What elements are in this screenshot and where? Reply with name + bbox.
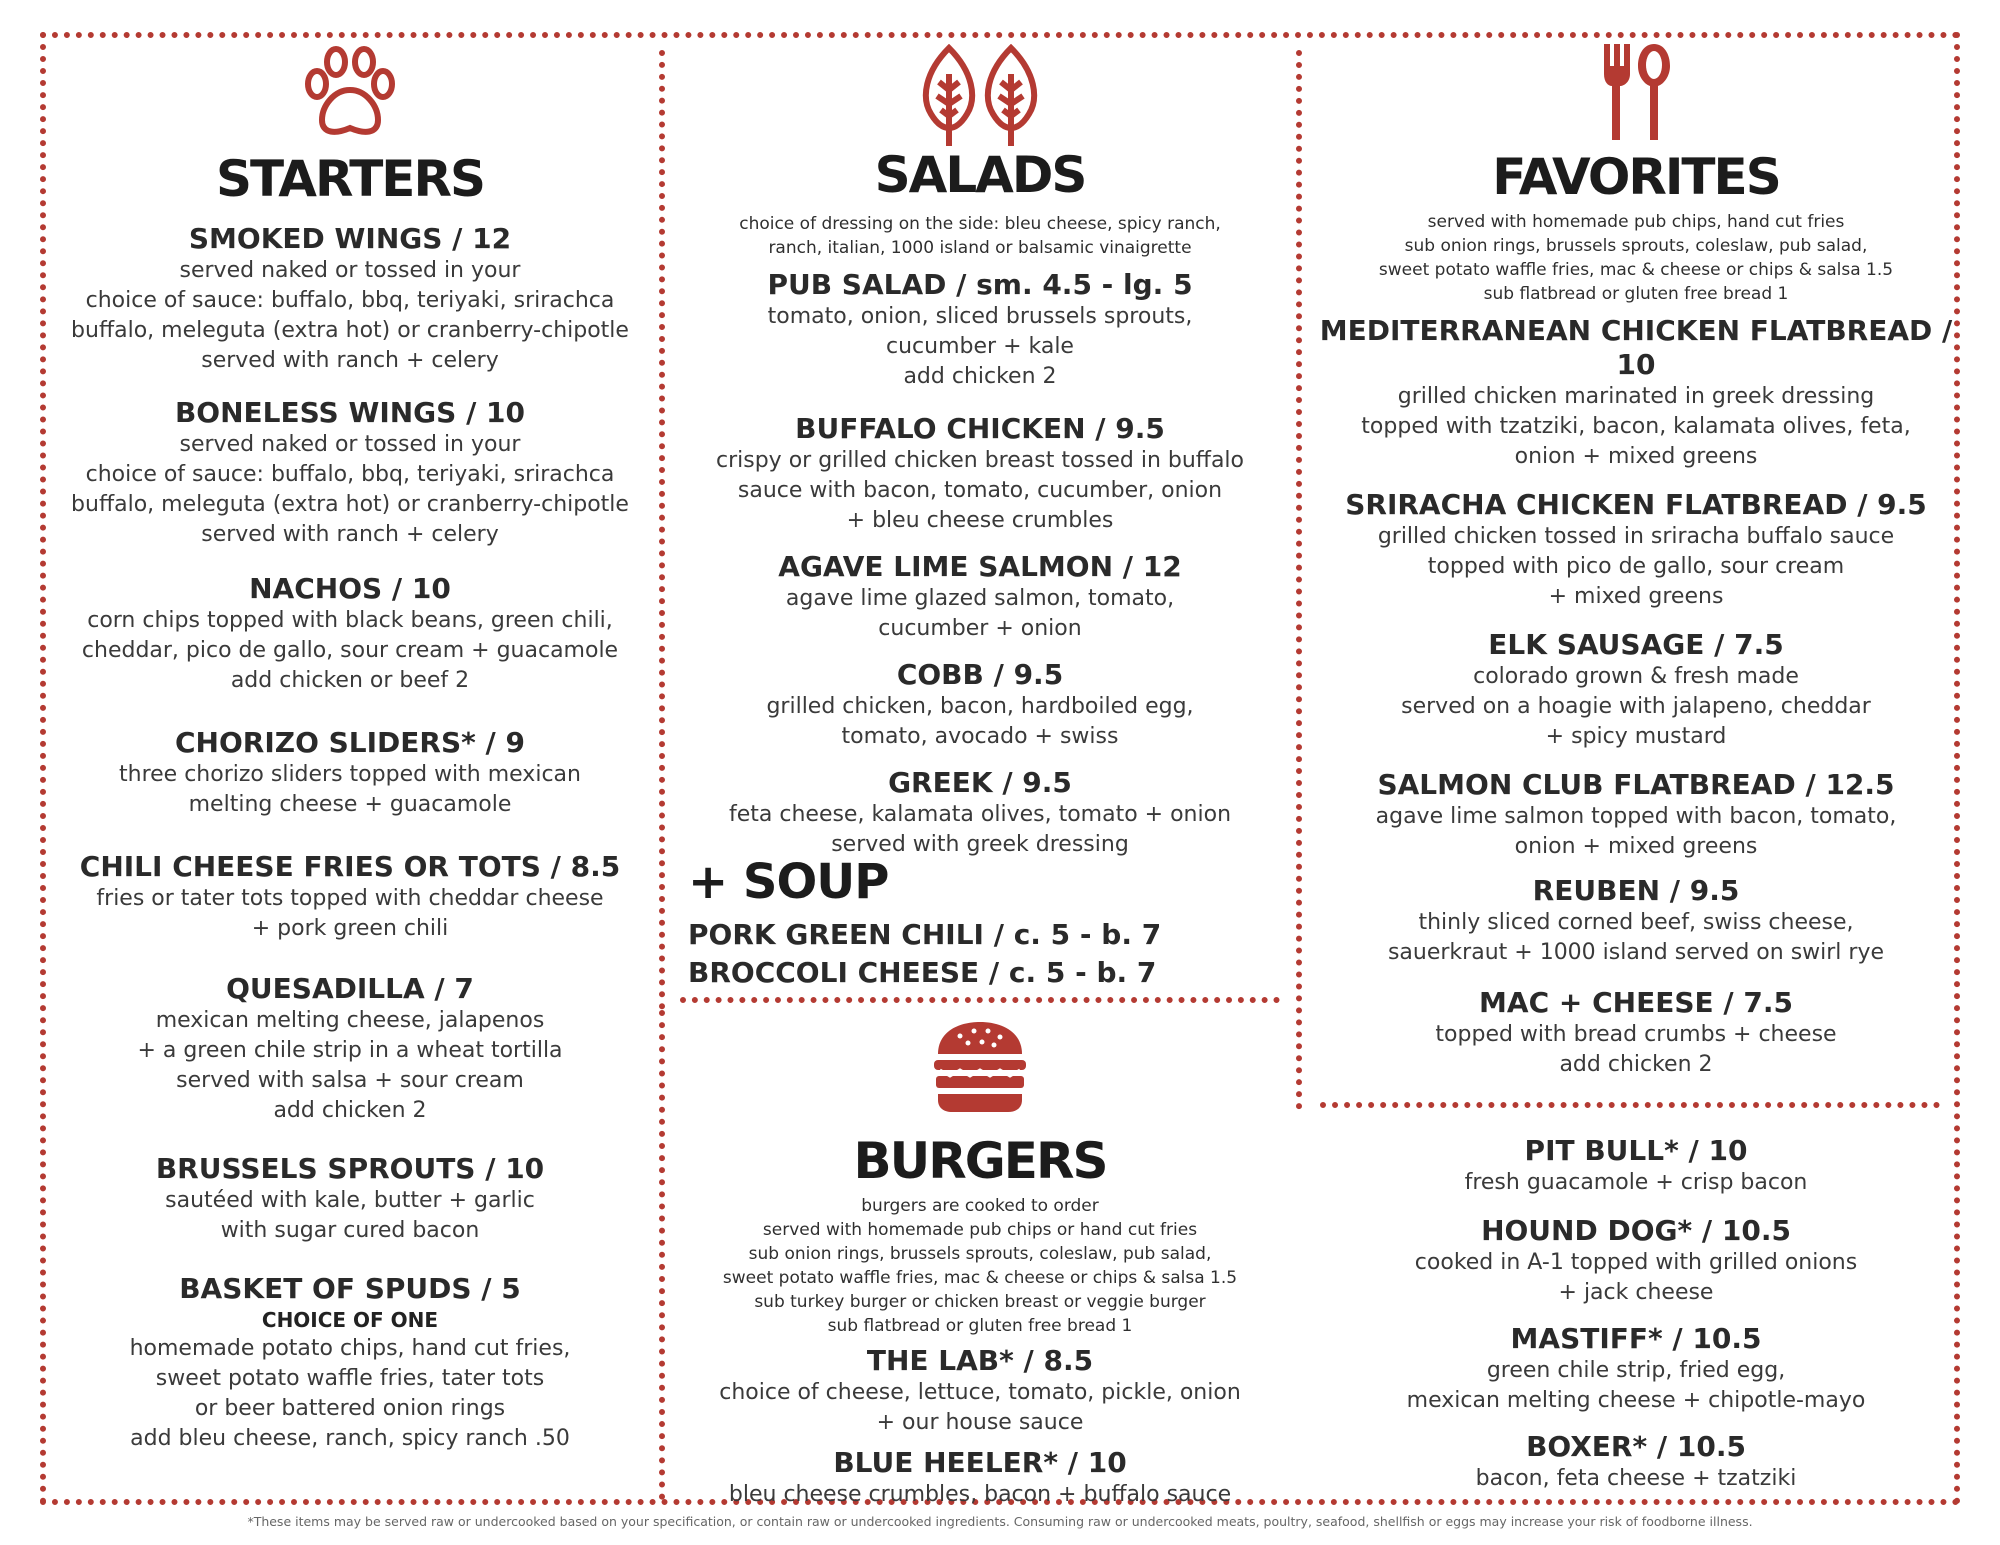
item-name: HOUND DOG* / 10.5: [1481, 1214, 1791, 1247]
item-desc: + pork green chili: [251, 916, 449, 941]
starter-item: [60, 572, 640, 696]
item-desc: add bleu cheese, ranch, spicy ranch .50: [130, 1426, 570, 1451]
item-name: CHORIZO SLIDERS* / 9: [175, 726, 525, 759]
divider-soup-burgers: [680, 997, 1280, 1003]
item-desc: colorado grown & fresh made: [1473, 664, 1799, 689]
starters-title: STARTERS: [216, 150, 484, 208]
favorites-title: FAVORITES: [1492, 148, 1780, 206]
item-desc: sauce with bacon, tomato, cucumber, onion: [737, 478, 1223, 503]
item-name: NACHOS / 10: [249, 572, 451, 605]
paw-icon: [300, 44, 400, 140]
salads-title: SALADS: [874, 146, 1086, 204]
item-name: COBB / 9.5: [896, 658, 1064, 691]
item-desc: onion + mixed greens: [1514, 834, 1758, 859]
item-name: AGAVE LIME SALMON / 12: [778, 550, 1182, 583]
soup-item: PORK GREEN CHILI / c. 5 - b. 7: [688, 918, 1162, 951]
item-name: SMOKED WINGS / 12: [188, 222, 512, 255]
soup-title: + SOUP: [688, 854, 889, 910]
favorite-item: [1316, 768, 1956, 862]
favorite-item: [1316, 314, 1956, 472]
item-desc: choice of sauce: buffalo, bbq, teriyaki, srirachca: [85, 462, 615, 487]
starter-item: [60, 1272, 640, 1454]
item-name: PUB SALAD / sm. 4.5 - lg. 5: [767, 268, 1193, 301]
item-name: SRIRACHA CHICKEN FLATBREAD / 9.5: [1345, 488, 1927, 521]
salad-item: [680, 766, 1280, 860]
item-desc: choice of sauce: buffalo, bbq, teriyaki, srirachca: [85, 288, 615, 313]
item-desc: buffalo, meleguta (extra hot) or cranberry-chipotle: [71, 492, 629, 517]
item-name: CHILI CHEESE FRIES OR TOTS / 8.5: [79, 850, 621, 883]
item-desc: sweet potato waffle fries, tater tots: [155, 1366, 545, 1391]
item-desc: agave lime salmon topped with bacon, tomato,: [1375, 804, 1897, 829]
item-desc: cooked in A-1 topped with grilled onions: [1414, 1250, 1858, 1275]
item-desc: add chicken or beef 2: [230, 668, 470, 693]
item-desc: with sugar cured bacon: [220, 1218, 480, 1243]
item-name: BUFFALO CHICKEN / 9.5: [795, 412, 1165, 445]
item-desc: sauerkraut + 1000 island served on swirl rye: [1387, 940, 1885, 965]
favorite-item: [1316, 874, 1956, 968]
item-name: GREEK / 9.5: [888, 766, 1072, 799]
item-desc: cheddar, pico de gallo, sour cream + guacamole: [81, 638, 619, 663]
salads-dressing-note: [680, 212, 1280, 260]
divider-left: [659, 50, 665, 1010]
favorite-item: [1316, 488, 1956, 612]
salads-column: [680, 44, 1280, 860]
item-desc: add chicken 2: [273, 1098, 427, 1123]
burgers-note-line: burgers are cooked to order: [861, 1196, 1099, 1216]
item-name: MEDITERRANEAN CHICKEN FLATBREAD / 10: [1319, 314, 1953, 381]
item-desc: + spicy mustard: [1545, 724, 1727, 749]
item-desc: corn chips topped with black beans, green chili,: [87, 608, 613, 633]
item-name: SALMON CLUB FLATBREAD / 12.5: [1377, 768, 1895, 801]
item-desc: choice of cheese, lettuce, tomato, pickle, onion: [719, 1380, 1241, 1405]
item-desc: three chorizo sliders topped with mexican: [119, 762, 581, 787]
item-desc: mexican melting cheese, jalapenos: [155, 1008, 545, 1033]
salad-item: [680, 268, 1280, 392]
salads-items: [680, 268, 1280, 860]
item-desc: grilled chicken tossed in sriracha buffalo sauce: [1377, 524, 1895, 549]
item-desc: fresh guacamole + crisp bacon: [1464, 1170, 1808, 1195]
item-desc: onion + mixed greens: [1514, 444, 1758, 469]
item-desc: served naked or tossed in your: [179, 432, 521, 457]
favorites-items: [1316, 314, 1956, 1080]
favorites-note-line: sub onion rings, brussels sprouts, coleslaw, pub salad,: [1404, 236, 1868, 256]
favorites-note-line: sub flatbread or gluten free bread 1: [1483, 284, 1789, 304]
item-desc: feta cheese, kalamata olives, tomato + onion: [728, 802, 1232, 827]
starter-item: [60, 1152, 640, 1246]
divider-left-lower: [659, 1010, 665, 1500]
burgers-column: [680, 1018, 1280, 1510]
item-desc: add chicken 2: [1559, 1052, 1713, 1077]
burgers-note-line: served with homemade pub chips or hand cut fries: [762, 1220, 1198, 1240]
soup-item: BROCCOLI CHEESE / c. 5 - b. 7: [688, 956, 1157, 989]
item-name: QUESADILLA / 7: [226, 972, 474, 1005]
fork-spoon-icon: [1596, 44, 1676, 140]
divider-favorites-dogs: [1320, 1102, 1940, 1108]
dog-item: [1316, 1214, 1956, 1308]
dressing-note-line: ranch, italian, 1000 island or balsamic vinaigrette: [768, 238, 1192, 258]
raw-food-disclaimer: *These items may be served raw or undercooked based on your specification, or contain raw or undercooked ingredients. Consuming raw or undercooked meats, poultry, seafood, shellfish or eggs may increase your risk of foodborne illness.: [247, 1514, 1753, 1529]
item-desc: thinly sliced corned beef, swiss cheese,: [1418, 910, 1854, 935]
burgers-note-line: sweet potato waffle fries, mac & cheese or chips & salsa 1.5: [722, 1268, 1238, 1288]
item-desc: + bleu cheese crumbles: [846, 508, 1114, 533]
dogs-column: [1316, 1134, 1956, 1494]
salad-item: [680, 412, 1280, 536]
item-desc: cucumber + onion: [878, 616, 1082, 641]
favorites-note-line: sweet potato waffle fries, mac & cheese or chips & salsa 1.5: [1378, 260, 1894, 280]
item-desc: fries or tater tots topped with cheddar cheese: [96, 886, 604, 911]
item-desc: crispy or grilled chicken breast tossed in buffalo: [716, 448, 1244, 473]
item-desc: cucumber + kale: [886, 334, 1074, 359]
item-desc: served naked or tossed in your: [179, 258, 521, 283]
leaves-icon: [915, 44, 1045, 148]
item-name: ELK SAUSAGE / 7.5: [1488, 628, 1784, 661]
item-desc: + jack cheese: [1558, 1280, 1714, 1305]
item-desc: bacon, feta cheese + tzatziki: [1475, 1466, 1797, 1491]
starters-items: [60, 222, 640, 1454]
item-desc: topped with tzatziki, bacon, kalamata olives, feta,: [1361, 414, 1911, 439]
starter-item: [60, 850, 640, 944]
dog-item: [1316, 1322, 1956, 1416]
item-desc: sautéed with kale, butter + garlic: [165, 1188, 535, 1213]
item-name: REUBEN / 9.5: [1532, 874, 1740, 907]
soup-items: [688, 916, 1268, 992]
item-name: BLUE HEELER* / 10: [833, 1446, 1127, 1479]
item-desc: or beer battered onion rings: [194, 1396, 506, 1421]
item-desc: served with ranch + celery: [201, 522, 499, 547]
item-desc: served with salsa + sour cream: [176, 1068, 524, 1093]
item-desc: grilled chicken, bacon, hardboiled egg,: [766, 694, 1194, 719]
favorites-note-line: served with homemade pub chips, hand cut fries: [1427, 212, 1845, 232]
item-desc: add chicken 2: [903, 364, 1057, 389]
burgers-note-line: sub flatbread or gluten free bread 1: [827, 1316, 1133, 1336]
burger-icon: [930, 1018, 1030, 1114]
item-desc: + a green chile strip in a wheat tortilla: [137, 1038, 563, 1063]
starter-item: [60, 396, 640, 550]
item-desc: melting cheese + guacamole: [188, 792, 512, 817]
soup-section: [688, 854, 1268, 992]
item-desc: mexican melting cheese + chipotle-mayo: [1406, 1388, 1866, 1413]
item-name: MAC + CHEESE / 7.5: [1479, 986, 1793, 1019]
dog-item: [1316, 1134, 1956, 1198]
item-desc: grilled chicken marinated in greek dressing: [1397, 384, 1875, 409]
item-name: BOXER* / 10.5: [1526, 1430, 1746, 1463]
burgers-note-line: sub onion rings, brussels sprouts, coleslaw, pub salad,: [748, 1244, 1212, 1264]
item-desc: + our house sauce: [876, 1410, 1084, 1435]
favorite-item: [1316, 628, 1956, 752]
item-desc: bleu cheese crumbles, bacon + buffalo sauce: [728, 1482, 1232, 1507]
item-desc: tomato, onion, sliced brussels sprouts,: [767, 304, 1193, 329]
item-name: PIT BULL* / 10: [1524, 1134, 1748, 1167]
item-name: BONELESS WINGS / 10: [174, 396, 526, 429]
item-name: BASKET OF SPUDS / 5: [179, 1272, 521, 1305]
burgers-items: [680, 1344, 1280, 1510]
dog-item: [1316, 1430, 1956, 1494]
starter-item: [60, 222, 640, 376]
burgers-title: BURGERS: [853, 1132, 1107, 1190]
starters-column: [60, 44, 640, 1454]
item-desc: green chile strip, fried egg,: [1486, 1358, 1786, 1383]
item-desc: + mixed greens: [1548, 584, 1724, 609]
item-desc: served on a hoagie with jalapeno, cheddar: [1401, 694, 1871, 719]
salad-item: [680, 658, 1280, 752]
item-desc: served with ranch + celery: [201, 348, 499, 373]
burgers-note: [680, 1194, 1280, 1338]
starter-item: [60, 972, 640, 1126]
item-name: MASTIFF* / 10.5: [1510, 1322, 1762, 1355]
item-name: BRUSSELS SPROUTS / 10: [155, 1152, 545, 1185]
item-desc: tomato, avocado + swiss: [841, 724, 1119, 749]
item-name: THE LAB* / 8.5: [866, 1344, 1094, 1377]
favorites-column: [1316, 44, 1956, 1080]
divider-right: [1296, 50, 1302, 1110]
item-desc: topped with bread crumbs + cheese: [1435, 1022, 1837, 1047]
item-desc: topped with pico de gallo, sour cream: [1427, 554, 1845, 579]
starter-item: [60, 726, 640, 820]
burger-item: [680, 1344, 1280, 1438]
burger-item: [680, 1446, 1280, 1510]
item-desc: buffalo, meleguta (extra hot) or cranberry-chipotle: [71, 318, 629, 343]
burgers-note-line: sub turkey burger or chicken breast or veggie burger: [754, 1292, 1206, 1312]
dressing-note-line: choice of dressing on the side: bleu cheese, spicy ranch,: [739, 214, 1221, 234]
item-subtitle: CHOICE OF ONE: [261, 1308, 439, 1332]
favorite-item: [1316, 986, 1956, 1080]
item-desc: homemade potato chips, hand cut fries,: [129, 1336, 571, 1361]
salad-item: [680, 550, 1280, 644]
item-desc: served with greek dressing: [831, 832, 1129, 857]
item-desc: agave lime glazed salmon, tomato,: [785, 586, 1175, 611]
favorites-note: [1316, 210, 1956, 306]
